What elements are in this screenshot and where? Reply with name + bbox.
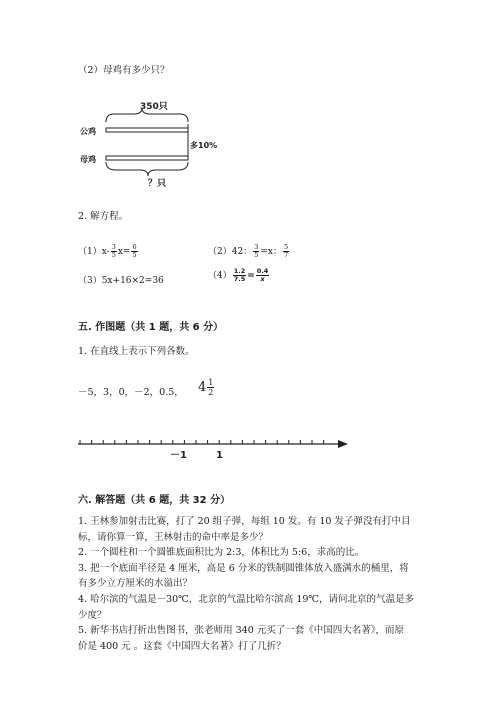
number-line-arrow <box>338 440 348 448</box>
mixed-fraction <box>207 378 214 397</box>
problem-line: 少度？ <box>78 609 107 621</box>
equation-1 <box>78 244 139 259</box>
mixed-den: 2 <box>208 388 214 397</box>
number-line <box>74 434 354 464</box>
eq2-fa-den: 5 <box>254 251 259 259</box>
eq4-fraction-a <box>233 268 247 283</box>
eq2-label: （2）42： <box>208 247 253 257</box>
section-6-problems <box>78 514 414 654</box>
eq4-fb-num: 0.4 <box>256 267 269 275</box>
eq1-label: （1）x- <box>78 247 110 257</box>
section-5-q1: 1. 在直线上表示下列各数。 <box>78 346 195 357</box>
eq4-mid: = <box>247 271 255 281</box>
mixed-whole: 4 <box>198 380 207 395</box>
eq1-mid: x= <box>117 247 131 257</box>
eq1-fraction-b <box>131 244 137 259</box>
section-5-title: 五. 作图题（共 1 题，共 6 分） <box>78 322 224 333</box>
rooster-bar <box>106 128 188 132</box>
equation-2 <box>208 244 290 259</box>
eq2-mid: =x： <box>260 247 282 257</box>
eq2-fraction-b <box>283 244 289 259</box>
eq2-fb-den: 7 <box>283 251 289 259</box>
bottom-value-label: ？只 <box>148 179 167 189</box>
problem-line: 有多少立方厘米的水溢出？ <box>78 578 193 590</box>
eq4-fraction-b <box>256 268 270 283</box>
eq2-fb-num: 5 <box>283 243 289 251</box>
section-6-title: 六. 解答题（共 6 题，共 32 分） <box>78 495 231 506</box>
label-neg-one: －1 <box>170 450 187 461</box>
eq1-fb-num: 6 <box>132 243 137 251</box>
eq4-fb-den: x <box>260 275 265 283</box>
mixed-number <box>198 378 215 397</box>
problem-line: 5. 新华书店打折出售图书，张老师用 340 元买了一套《中国四大名著》，而原 <box>78 625 405 637</box>
bottom-brace <box>106 162 188 176</box>
hen-label: 母鸡 <box>80 155 96 164</box>
eq1-fa-den: 5 <box>111 251 116 259</box>
eq2-fraction-a <box>253 244 259 259</box>
section-solve-equations-title: 2. 解方程。 <box>78 211 129 222</box>
mixed-num: 1 <box>208 378 214 387</box>
problem-line: 价是 400 元 。这套《中国四大名著》打了几折？ <box>78 640 286 652</box>
equation-4 <box>208 268 270 283</box>
problem-line: 2. 一个圆柱和一个圆锥底面积比为 2:3，体积比为 5:6，求高的比。 <box>78 547 365 559</box>
problem-line: 标，请你算一算，王林射击的命中率是多少？ <box>78 531 269 543</box>
problem-line: 4. 哈尔滨的气温是－30℃，北京的气温比哈尔滨高 19℃，请问北京的气温是多 <box>78 593 415 605</box>
eq4-fa-den: 7.5 <box>233 275 246 283</box>
eq1-fa-num: 3 <box>111 243 116 251</box>
eq1-fraction-a <box>111 244 117 259</box>
eq4-fa-num: 1.2 <box>233 267 246 275</box>
numbers-to-plot: －5，3，0，－2，0.5， <box>78 387 184 398</box>
rooster-label: 公鸡 <box>80 127 96 136</box>
number-line-ticks <box>80 440 324 444</box>
problem-line: 1. 王林参加射击比赛，打了 20 组子弹，每组 10 发。有 10 发子弹没有打中目 <box>78 516 411 527</box>
eq2-fa-num: 3 <box>254 243 259 251</box>
extra-label: 多10% <box>190 141 218 150</box>
equation-3: （3）5x+16×2=36 <box>78 276 164 286</box>
problem-line: 3. 把一个底面半径是 4 厘米，高是 6 分米的铁制圆锥体放入盛满水的桶里，将 <box>78 562 409 574</box>
top-value-label: 350只 <box>140 102 168 112</box>
eq1-fb-den: 5 <box>132 251 137 259</box>
bar-diagram <box>70 100 240 190</box>
question-hen-count: （2）母鸡有多少只？ <box>78 65 170 76</box>
label-one: 1 <box>216 450 223 461</box>
hen-bar <box>106 156 188 160</box>
eq4-label: （4） <box>208 271 232 281</box>
